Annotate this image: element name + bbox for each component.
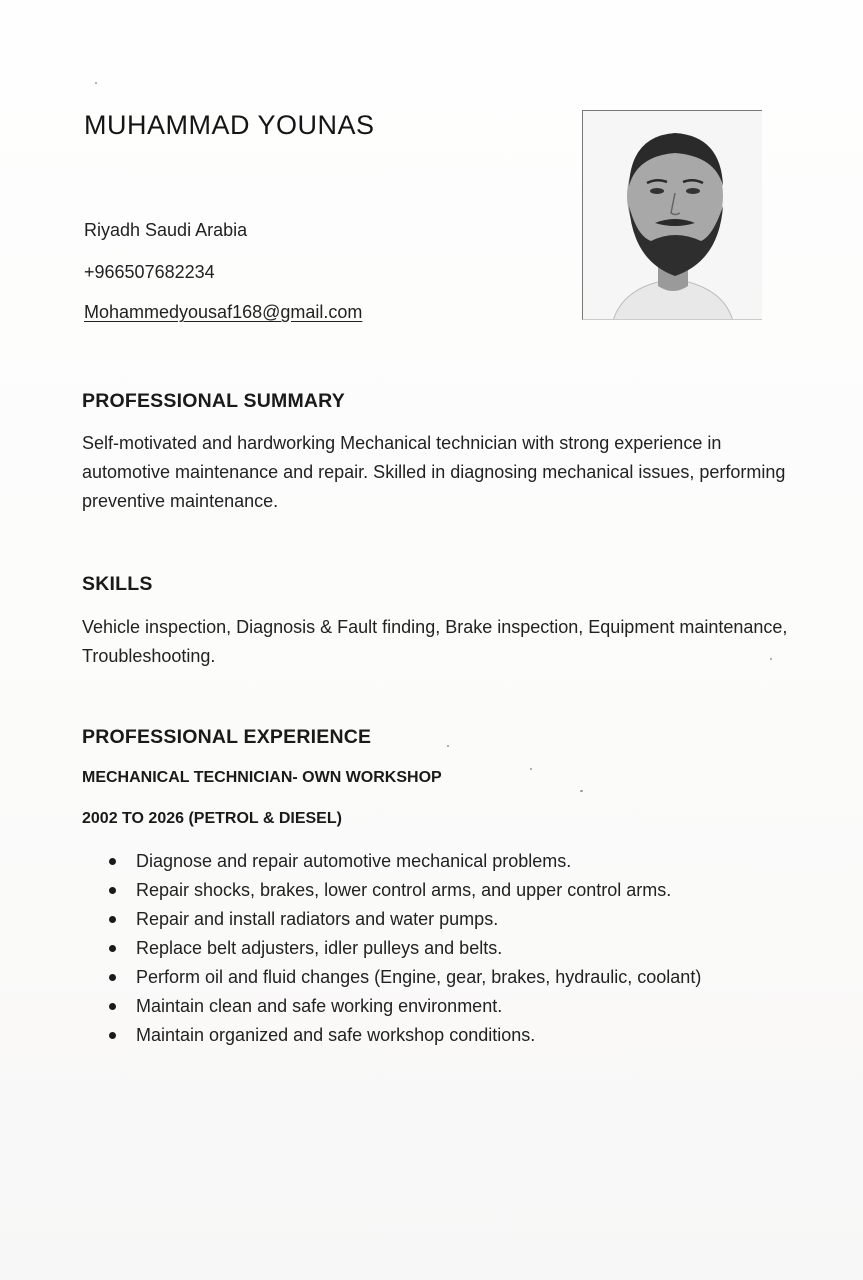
duties-list (106, 847, 806, 1050)
bullet-icon (109, 858, 116, 865)
bullet-icon (109, 974, 116, 981)
section-title-summary: PROFESSIONAL SUMMARY (82, 390, 345, 412)
profile-photo-image (583, 111, 762, 320)
bullet-icon (109, 916, 116, 923)
scan-speck (95, 82, 97, 84)
section-title-skills: SKILLS (82, 573, 153, 595)
list-item (106, 905, 806, 934)
duty-text: Maintain clean and safe working environment. (136, 996, 503, 1016)
scan-speck (580, 790, 583, 792)
list-item (106, 934, 806, 963)
scan-speck (530, 768, 532, 770)
summary-text: Self-motivated and hardworking Mechanical technician with strong experience in automotive maintenance and repair. Skilled in diagnosing mechanical issues, performing preventive maintenance. (82, 433, 786, 511)
duty-text: Maintain organized and safe workshop conditions. (136, 1025, 536, 1045)
duty-text: Replace belt adjusters, idler pulleys and belts. (136, 938, 503, 958)
bullet-icon (109, 887, 116, 894)
job-period: 2002 TO 2026 (PETROL & DIESEL) (82, 810, 342, 827)
scan-speck (770, 658, 772, 660)
skills-text: Vehicle inspection, Diagnosis & Fault finding, Brake inspection, Equipment maintenance, Troubleshooting. (82, 617, 788, 666)
bullet-icon (109, 1003, 116, 1010)
profile-photo (582, 110, 762, 320)
bullet-icon (109, 945, 116, 952)
job-title: MECHANICAL TECHNICIAN- OWN WORKSHOP (82, 769, 442, 786)
list-item (106, 1021, 806, 1050)
scan-speck (447, 745, 449, 747)
contact-phone: +966507682234 (84, 262, 215, 282)
duty-text: Repair shocks, brakes, lower control arms, and upper control arms. (136, 880, 672, 900)
contact-email-link[interactable]: Mohammedyousaf168@gmail.com (84, 302, 363, 322)
list-item (106, 963, 806, 992)
duty-text: Diagnose and repair automotive mechanical problems. (136, 851, 572, 871)
list-item (106, 847, 806, 876)
section-title-experience: PROFESSIONAL EXPERIENCE (82, 726, 372, 748)
duty-text: Perform oil and fluid changes (Engine, gear, brakes, hydraulic, coolant) (136, 967, 702, 987)
candidate-name: MUHAMMAD YOUNAS (84, 110, 375, 140)
list-item (106, 876, 806, 905)
list-item (106, 992, 806, 1021)
contact-location: Riyadh Saudi Arabia (84, 220, 248, 240)
bullet-icon (109, 1032, 116, 1039)
duty-text: Repair and install radiators and water pumps. (136, 909, 499, 929)
